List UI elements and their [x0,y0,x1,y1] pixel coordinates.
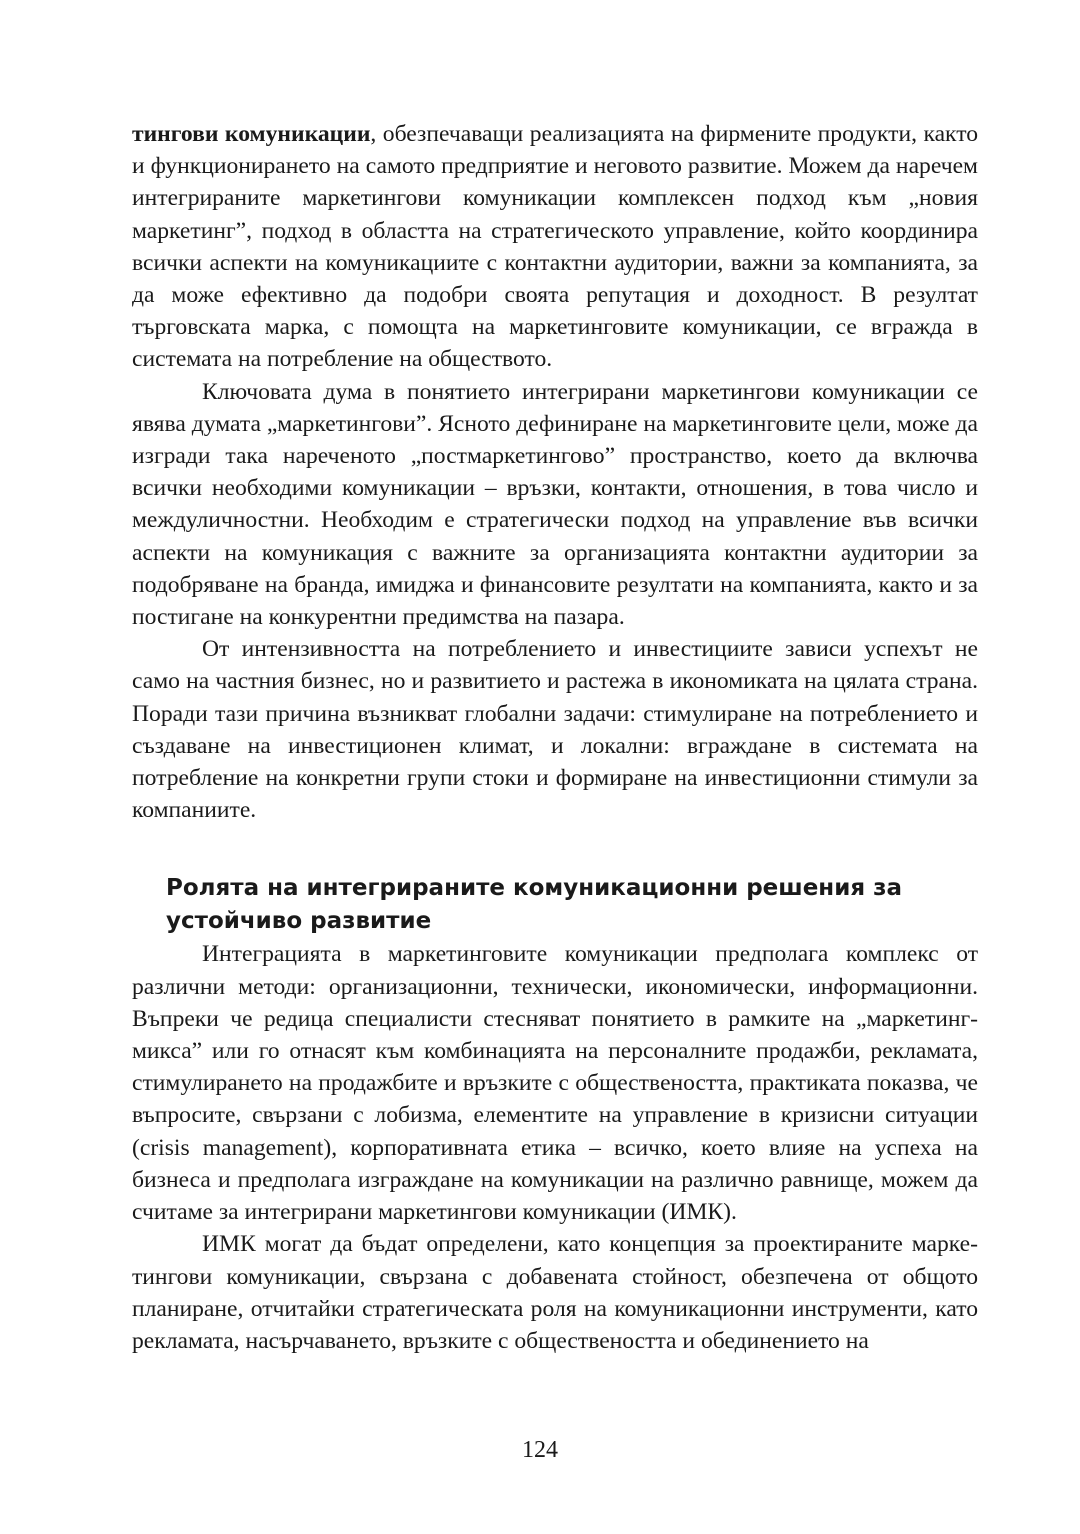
paragraph-consumption: От интензивността на потреблението и инвестициите зависи успехът не само на частния бизнес, но и развитието и растежа в икономиката на цялата страна. Поради тази причина възникват глобални задачи: стимулиране на потреблението и създаване на инвестиционен климат, и локални: вграждане в системата на потребление на конкретни групи стоки и формиране на инвестиционни стимули за компаниите. [132,636,978,824]
section-heading [166,872,978,938]
paragraph-imc-definition: ИМК могат да бъдат определени, като концепция за проектираните маркетингови комуникации, свързана с добавената стойност, обезпечена от общото планиране, отчитайки стратегическата роля на комуникационни инструменти, като рекламата, насърчаването, връзките с обществеността и обединението на [132,1231,978,1354]
paragraph-keyword: Ключовата дума в понятието интегрирани маркетингови комуникации се явява думата „маркетингови”. Ясното дефиниране на маркетинговите цели, може да изгради така нареченото „постмаркетингово” пространство, което да включва всички необходими комуникации – връзки, контакти, отношения, в това число и междуличностни. Необходим е стратегически подход на управление във всички аспекти на комуникация с важните за организацията контактни аудитории за подобряване на бранда, имиджа и финансовите резултати на компанията, както и за постигане на конкурентни предимства на пазара. [132,378,978,631]
paragraph-text: , обезпечаващи реализацията на фирмените продукти, както и функционирането на самото предприятие и неговото развитие. Можем да наречем интегрираните маркетингови комуникации комплексен подход към „новия маркетинг”, подход в областта на стратегическото управление, който координира всички аспекти на комуникациите с контактни аудитории, важни за компанията, за да може ефективно да подобри своята репутация и доходност. В резултат търговската марка, с помощта на маркетинговите комуникации, се вгражда в системата на потребление на обществото. [132,121,978,373]
section-heading-line1: Ролята на интегрираните комуникационни решения за [166,875,902,902]
bold-term: тингови комуникации [132,121,371,147]
paragraph-integration: Интеграцията в маркетинговите комуникации предполага комплекс от различни методи: организационни, технически, икономически, информационни. Въпреки че редица специалисти стесняват понятието в рамките на „маркетинг-микса” или го отнасят към комбинацията на персоналните продажби, рекламата, стимулирането на продажбите и връзките с обществеността, практиката показва, че въпросите, свързани с лобизма, елементите на управление в кризисни ситуации (crisis management), корпоративната етика – всичко, което влияе на успеха на бизнеса и предполага изграждане на комуникации на различно равнище, можем да считаме за интегрирани маркетингови комуникации (ИМК). [132,941,978,1226]
page-number: 124 [522,1437,558,1463]
section-heading-line2: устойчиво развитие [166,908,432,935]
page-content [132,118,978,1357]
paragraph-continuation [132,118,978,376]
